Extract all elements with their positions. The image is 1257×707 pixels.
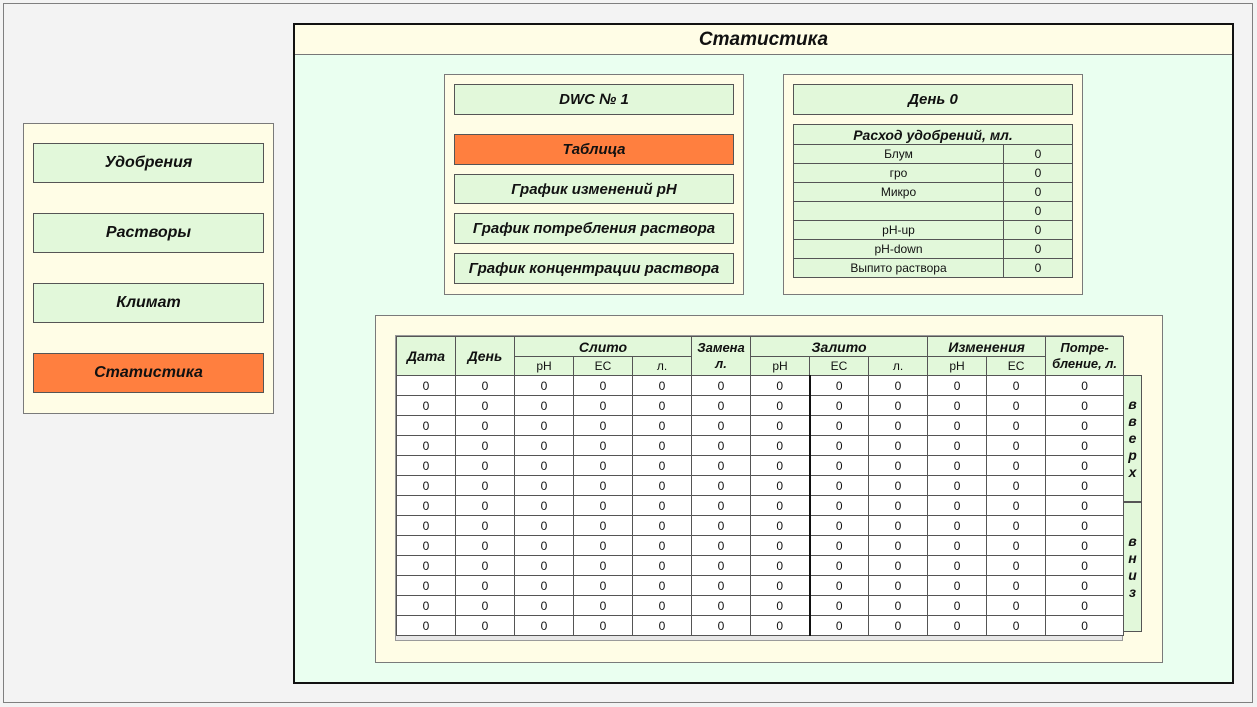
subheader-drained-l: л. [633, 357, 692, 376]
table-cell[interactable]: 0 [574, 616, 633, 636]
table-cell[interactable]: 0 [987, 436, 1046, 456]
table-cell[interactable]: 0 [928, 616, 987, 636]
table-cell[interactable]: 0 [397, 376, 456, 396]
subheader-filled-ph: pH [751, 357, 810, 376]
scroll-label-letter: и [1128, 567, 1137, 583]
table-cell[interactable]: 0 [456, 496, 515, 516]
table-cell[interactable]: 0 [633, 396, 692, 416]
table-cell[interactable]: 0 [515, 556, 574, 576]
table-cell[interactable]: 0 [692, 376, 751, 396]
fertilizer-value-cell[interactable]: 0 [1004, 259, 1073, 278]
table-cell[interactable]: 0 [987, 476, 1046, 496]
table-cell[interactable]: 0 [751, 416, 810, 436]
table-cell[interactable]: 0 [751, 516, 810, 536]
table-row [397, 396, 1124, 416]
table-cell[interactable]: 0 [397, 416, 456, 436]
header-date: Дата [397, 337, 456, 376]
table-row [397, 516, 1124, 536]
table-cell[interactable]: 0 [574, 556, 633, 576]
table-cell[interactable]: 0 [633, 556, 692, 576]
table-cell[interactable]: 0 [928, 536, 987, 556]
table-cell[interactable]: 0 [1046, 536, 1124, 556]
table-cell[interactable]: 0 [456, 556, 515, 576]
header-replacement [692, 337, 751, 376]
table-cell[interactable]: 0 [397, 476, 456, 496]
table-cell[interactable]: 0 [633, 496, 692, 516]
table-cell[interactable]: 0 [928, 436, 987, 456]
table-cell[interactable]: 0 [456, 596, 515, 616]
table-cell[interactable]: 0 [515, 476, 574, 496]
table-cell[interactable]: 0 [869, 616, 928, 636]
table-cell[interactable]: 0 [1046, 476, 1124, 496]
table-cell[interactable]: 0 [987, 456, 1046, 476]
fertilizer-value-cell[interactable]: 0 [1004, 240, 1073, 259]
table-cell[interactable]: 0 [751, 476, 810, 496]
table-cell[interactable]: 0 [515, 376, 574, 396]
table-row [397, 456, 1124, 476]
table-cell[interactable]: 0 [810, 476, 869, 496]
table-cell[interactable]: 0 [633, 596, 692, 616]
fertilizer-consumption-table [793, 124, 1073, 278]
fertilizer-value-cell[interactable]: 0 [1004, 145, 1073, 164]
table-cell[interactable]: 0 [456, 436, 515, 456]
table-cell[interactable]: 0 [987, 576, 1046, 596]
table-cell[interactable]: 0 [633, 576, 692, 596]
table-cell[interactable]: 0 [397, 396, 456, 416]
table-cell[interactable]: 0 [987, 396, 1046, 416]
table-cell[interactable]: 0 [810, 596, 869, 616]
table-cell[interactable]: 0 [692, 576, 751, 596]
header-filled: Залито [751, 337, 928, 357]
table-cell[interactable]: 0 [456, 376, 515, 396]
page-title: Статистика [295, 25, 1232, 55]
table-cell[interactable]: 0 [869, 496, 928, 516]
table-cell[interactable]: 0 [810, 536, 869, 556]
table-cell[interactable]: 0 [456, 396, 515, 416]
table-cell[interactable]: 0 [928, 496, 987, 516]
table-cell[interactable]: 0 [692, 616, 751, 636]
scroll-label-letter: х [1128, 464, 1137, 480]
scroll-up-button[interactable] [1123, 375, 1142, 502]
header-day: День [456, 337, 515, 376]
table-cell[interactable]: 0 [692, 496, 751, 516]
table-cell[interactable]: 0 [515, 496, 574, 516]
table-cell[interactable]: 0 [869, 596, 928, 616]
table-cell[interactable]: 0 [1046, 596, 1124, 616]
header-replacement-line2: л. [715, 356, 727, 371]
table-cell[interactable]: 0 [397, 576, 456, 596]
table-cell[interactable]: 0 [397, 496, 456, 516]
table-cell[interactable]: 0 [987, 616, 1046, 636]
table-cell[interactable]: 0 [928, 516, 987, 536]
table-cell[interactable]: 0 [456, 616, 515, 636]
fertilizer-table-title: Расход удобрений, мл. [794, 125, 1073, 145]
scroll-label-letter: р [1128, 447, 1137, 463]
subheader-filled-ec: EC [810, 357, 869, 376]
table-cell[interactable]: 0 [1046, 516, 1124, 536]
table-cell[interactable]: 0 [987, 376, 1046, 396]
table-cell[interactable]: 0 [397, 596, 456, 616]
table-cell[interactable]: 0 [633, 536, 692, 556]
table-cell[interactable]: 0 [692, 396, 751, 416]
table-cell[interactable]: 0 [987, 496, 1046, 516]
table-cell[interactable]: 0 [397, 436, 456, 456]
nav-solutions-button[interactable]: Растворы [33, 213, 264, 253]
scroll-label-letter: н [1128, 550, 1137, 566]
table-cell[interactable]: 0 [869, 396, 928, 416]
table-cell[interactable]: 0 [928, 396, 987, 416]
table-cell[interactable]: 0 [692, 516, 751, 536]
fertilizer-name-cell: Микро [794, 183, 1004, 202]
table-cell[interactable]: 0 [751, 456, 810, 476]
table-cell[interactable]: 0 [751, 576, 810, 596]
table-cell[interactable]: 0 [810, 576, 869, 596]
table-row [397, 436, 1124, 456]
scroll-label-letter: в [1128, 396, 1137, 412]
table-cell[interactable]: 0 [692, 596, 751, 616]
table-cell[interactable]: 0 [928, 576, 987, 596]
scroll-label-letter: в [1128, 413, 1137, 429]
table-cell[interactable]: 0 [751, 496, 810, 516]
subheader-changes-ec: EC [987, 357, 1046, 376]
table-cell[interactable]: 0 [1046, 616, 1124, 636]
table-cell[interactable]: 0 [751, 596, 810, 616]
fertilizer-value-cell[interactable]: 0 [1004, 183, 1073, 202]
nav-panel [23, 123, 274, 414]
table-cell[interactable]: 0 [574, 576, 633, 596]
header-drained: Слито [515, 337, 692, 357]
table-row [397, 496, 1124, 516]
table-cell[interactable]: 0 [869, 556, 928, 576]
table-row [397, 596, 1124, 616]
fertilizer-name-cell [794, 202, 1004, 221]
table-cell[interactable]: 0 [574, 376, 633, 396]
scroll-label-letter: з [1128, 584, 1137, 600]
table-cell[interactable]: 0 [869, 536, 928, 556]
table-cell[interactable]: 0 [869, 476, 928, 496]
fertilizer-name-cell: гро [794, 164, 1004, 183]
table-cell[interactable]: 0 [692, 436, 751, 456]
table-row [397, 576, 1124, 596]
scroll-label-letter: в [1128, 533, 1137, 549]
table-cell[interactable]: 0 [751, 616, 810, 636]
table-cell[interactable]: 0 [456, 516, 515, 536]
header-consumption-line2: бление, л. [1052, 356, 1118, 371]
table-cell[interactable]: 0 [1046, 576, 1124, 596]
table-cell[interactable]: 0 [574, 536, 633, 556]
table-cell[interactable]: 0 [987, 596, 1046, 616]
day-panel [783, 74, 1083, 295]
data-table-panel [375, 315, 1163, 663]
scroll-down-button[interactable] [1123, 502, 1142, 632]
fertilizer-value-cell[interactable]: 0 [1004, 202, 1073, 221]
table-cell[interactable]: 0 [751, 396, 810, 416]
table-cell[interactable]: 0 [574, 596, 633, 616]
table-row [397, 476, 1124, 496]
nav-climate-button[interactable]: Климат [33, 283, 264, 323]
table-cell[interactable]: 0 [751, 436, 810, 456]
subheader-changes-ph: pH [928, 357, 987, 376]
fertilizer-name-cell: Блум [794, 145, 1004, 164]
table-cell[interactable]: 0 [574, 416, 633, 436]
subheader-drained-ec: EC [574, 357, 633, 376]
table-view-button[interactable]: Таблица [454, 134, 734, 165]
table-cell[interactable]: 0 [397, 536, 456, 556]
table-cell[interactable]: 0 [456, 576, 515, 596]
table-cell[interactable]: 0 [869, 456, 928, 476]
concentration-chart-button[interactable]: График концентрации раствора [454, 253, 734, 284]
table-cell[interactable]: 0 [869, 416, 928, 436]
table-cell[interactable]: 0 [810, 556, 869, 576]
table-cell[interactable]: 0 [1046, 556, 1124, 576]
fertilizer-name-cell: Выпито раствора [794, 259, 1004, 278]
table-cell[interactable]: 0 [810, 416, 869, 436]
table-cell[interactable]: 0 [397, 616, 456, 636]
statistics-panel [293, 23, 1234, 684]
fertilizer-value-cell[interactable]: 0 [1004, 164, 1073, 183]
table-cell[interactable]: 0 [633, 436, 692, 456]
table-cell[interactable]: 0 [987, 536, 1046, 556]
table-cell[interactable]: 0 [456, 536, 515, 556]
table-cell[interactable]: 0 [574, 436, 633, 456]
nav-fertilizers-button[interactable]: Удобрения [33, 143, 264, 183]
table-cell[interactable]: 0 [515, 456, 574, 476]
table-cell[interactable]: 0 [928, 416, 987, 436]
table-cell[interactable]: 0 [987, 416, 1046, 436]
fertilizer-name-cell: pH-up [794, 221, 1004, 240]
table-row [397, 376, 1124, 396]
statistics-table-body [397, 376, 1124, 636]
table-cell[interactable]: 0 [574, 476, 633, 496]
table-cell[interactable]: 0 [810, 616, 869, 636]
header-consumption [1046, 337, 1124, 376]
nav-statistics-button[interactable]: Статистика [33, 353, 264, 393]
table-cell[interactable]: 0 [574, 396, 633, 416]
statistics-table [396, 336, 1124, 636]
scroll-label-letter: е [1128, 430, 1137, 446]
table-cell[interactable]: 0 [397, 456, 456, 476]
table-cell[interactable]: 0 [928, 476, 987, 496]
table-cell[interactable]: 0 [574, 456, 633, 476]
table-cell[interactable]: 0 [515, 416, 574, 436]
table-cell[interactable]: 0 [515, 516, 574, 536]
subheader-filled-l: л. [869, 357, 928, 376]
table-cell[interactable]: 0 [515, 436, 574, 456]
table-cell[interactable]: 0 [1046, 396, 1124, 416]
table-cell[interactable]: 0 [869, 436, 928, 456]
table-cell[interactable]: 0 [928, 376, 987, 396]
table-row [397, 556, 1124, 576]
table-cell[interactable]: 0 [515, 396, 574, 416]
table-cell[interactable]: 0 [397, 516, 456, 536]
ph-chart-button[interactable]: График изменений pH [454, 174, 734, 204]
table-cell[interactable]: 0 [515, 596, 574, 616]
table-row [397, 616, 1124, 636]
subheader-drained-ph: pH [515, 357, 574, 376]
table-cell[interactable]: 0 [397, 556, 456, 576]
table-cell[interactable]: 0 [751, 556, 810, 576]
table-cell[interactable]: 0 [456, 476, 515, 496]
table-cell[interactable]: 0 [633, 516, 692, 536]
table-row [397, 416, 1124, 436]
table-cell[interactable]: 0 [928, 556, 987, 576]
consumption-chart-button[interactable]: График потребления раствора [454, 213, 734, 244]
view-selector-panel [444, 74, 744, 295]
table-cell[interactable]: 0 [692, 536, 751, 556]
table-cell[interactable]: 0 [751, 536, 810, 556]
table-cell[interactable]: 0 [987, 516, 1046, 536]
table-cell[interactable]: 0 [928, 596, 987, 616]
table-cell[interactable]: 0 [869, 576, 928, 596]
table-cell[interactable]: 0 [1046, 456, 1124, 476]
table-cell[interactable]: 0 [633, 416, 692, 436]
table-cell[interactable]: 0 [1046, 376, 1124, 396]
table-cell[interactable]: 0 [1046, 416, 1124, 436]
table-cell[interactable]: 0 [810, 516, 869, 536]
day-label-box[interactable]: День 0 [793, 84, 1073, 115]
table-cell[interactable]: 0 [810, 436, 869, 456]
table-cell[interactable]: 0 [692, 456, 751, 476]
table-cell[interactable]: 0 [633, 476, 692, 496]
table-cell[interactable]: 0 [633, 616, 692, 636]
table-cell[interactable]: 0 [928, 456, 987, 476]
header-consumption-line1: Потре- [1060, 340, 1109, 355]
table-cell[interactable]: 0 [515, 576, 574, 596]
table-cell[interactable]: 0 [987, 556, 1046, 576]
table-cell[interactable]: 0 [692, 556, 751, 576]
table-cell[interactable]: 0 [456, 416, 515, 436]
table-cell[interactable]: 0 [515, 616, 574, 636]
table-cell[interactable]: 0 [810, 496, 869, 516]
table-cell[interactable]: 0 [574, 496, 633, 516]
table-row [397, 536, 1124, 556]
fertilizer-name-cell: pH-down [794, 240, 1004, 259]
table-cell[interactable]: 0 [810, 376, 869, 396]
table-cell[interactable]: 0 [574, 516, 633, 536]
table-cell[interactable]: 0 [869, 516, 928, 536]
table-cell[interactable]: 0 [633, 456, 692, 476]
table-cell[interactable]: 0 [692, 416, 751, 436]
table-cell[interactable]: 0 [751, 376, 810, 396]
table-cell[interactable]: 0 [869, 376, 928, 396]
data-table-scroll-area[interactable] [395, 335, 1123, 641]
header-changes: Изменения [928, 337, 1046, 357]
table-cell[interactable]: 0 [810, 396, 869, 416]
header-replacement-line1: Замена [697, 340, 745, 355]
table-cell[interactable]: 0 [810, 456, 869, 476]
table-cell[interactable]: 0 [692, 476, 751, 496]
table-cell[interactable]: 0 [515, 536, 574, 556]
fertilizer-value-cell[interactable]: 0 [1004, 221, 1073, 240]
table-cell[interactable]: 0 [1046, 436, 1124, 456]
system-name-box[interactable]: DWC № 1 [454, 84, 734, 115]
table-cell[interactable]: 0 [1046, 496, 1124, 516]
table-cell[interactable]: 0 [633, 376, 692, 396]
table-cell[interactable]: 0 [456, 456, 515, 476]
